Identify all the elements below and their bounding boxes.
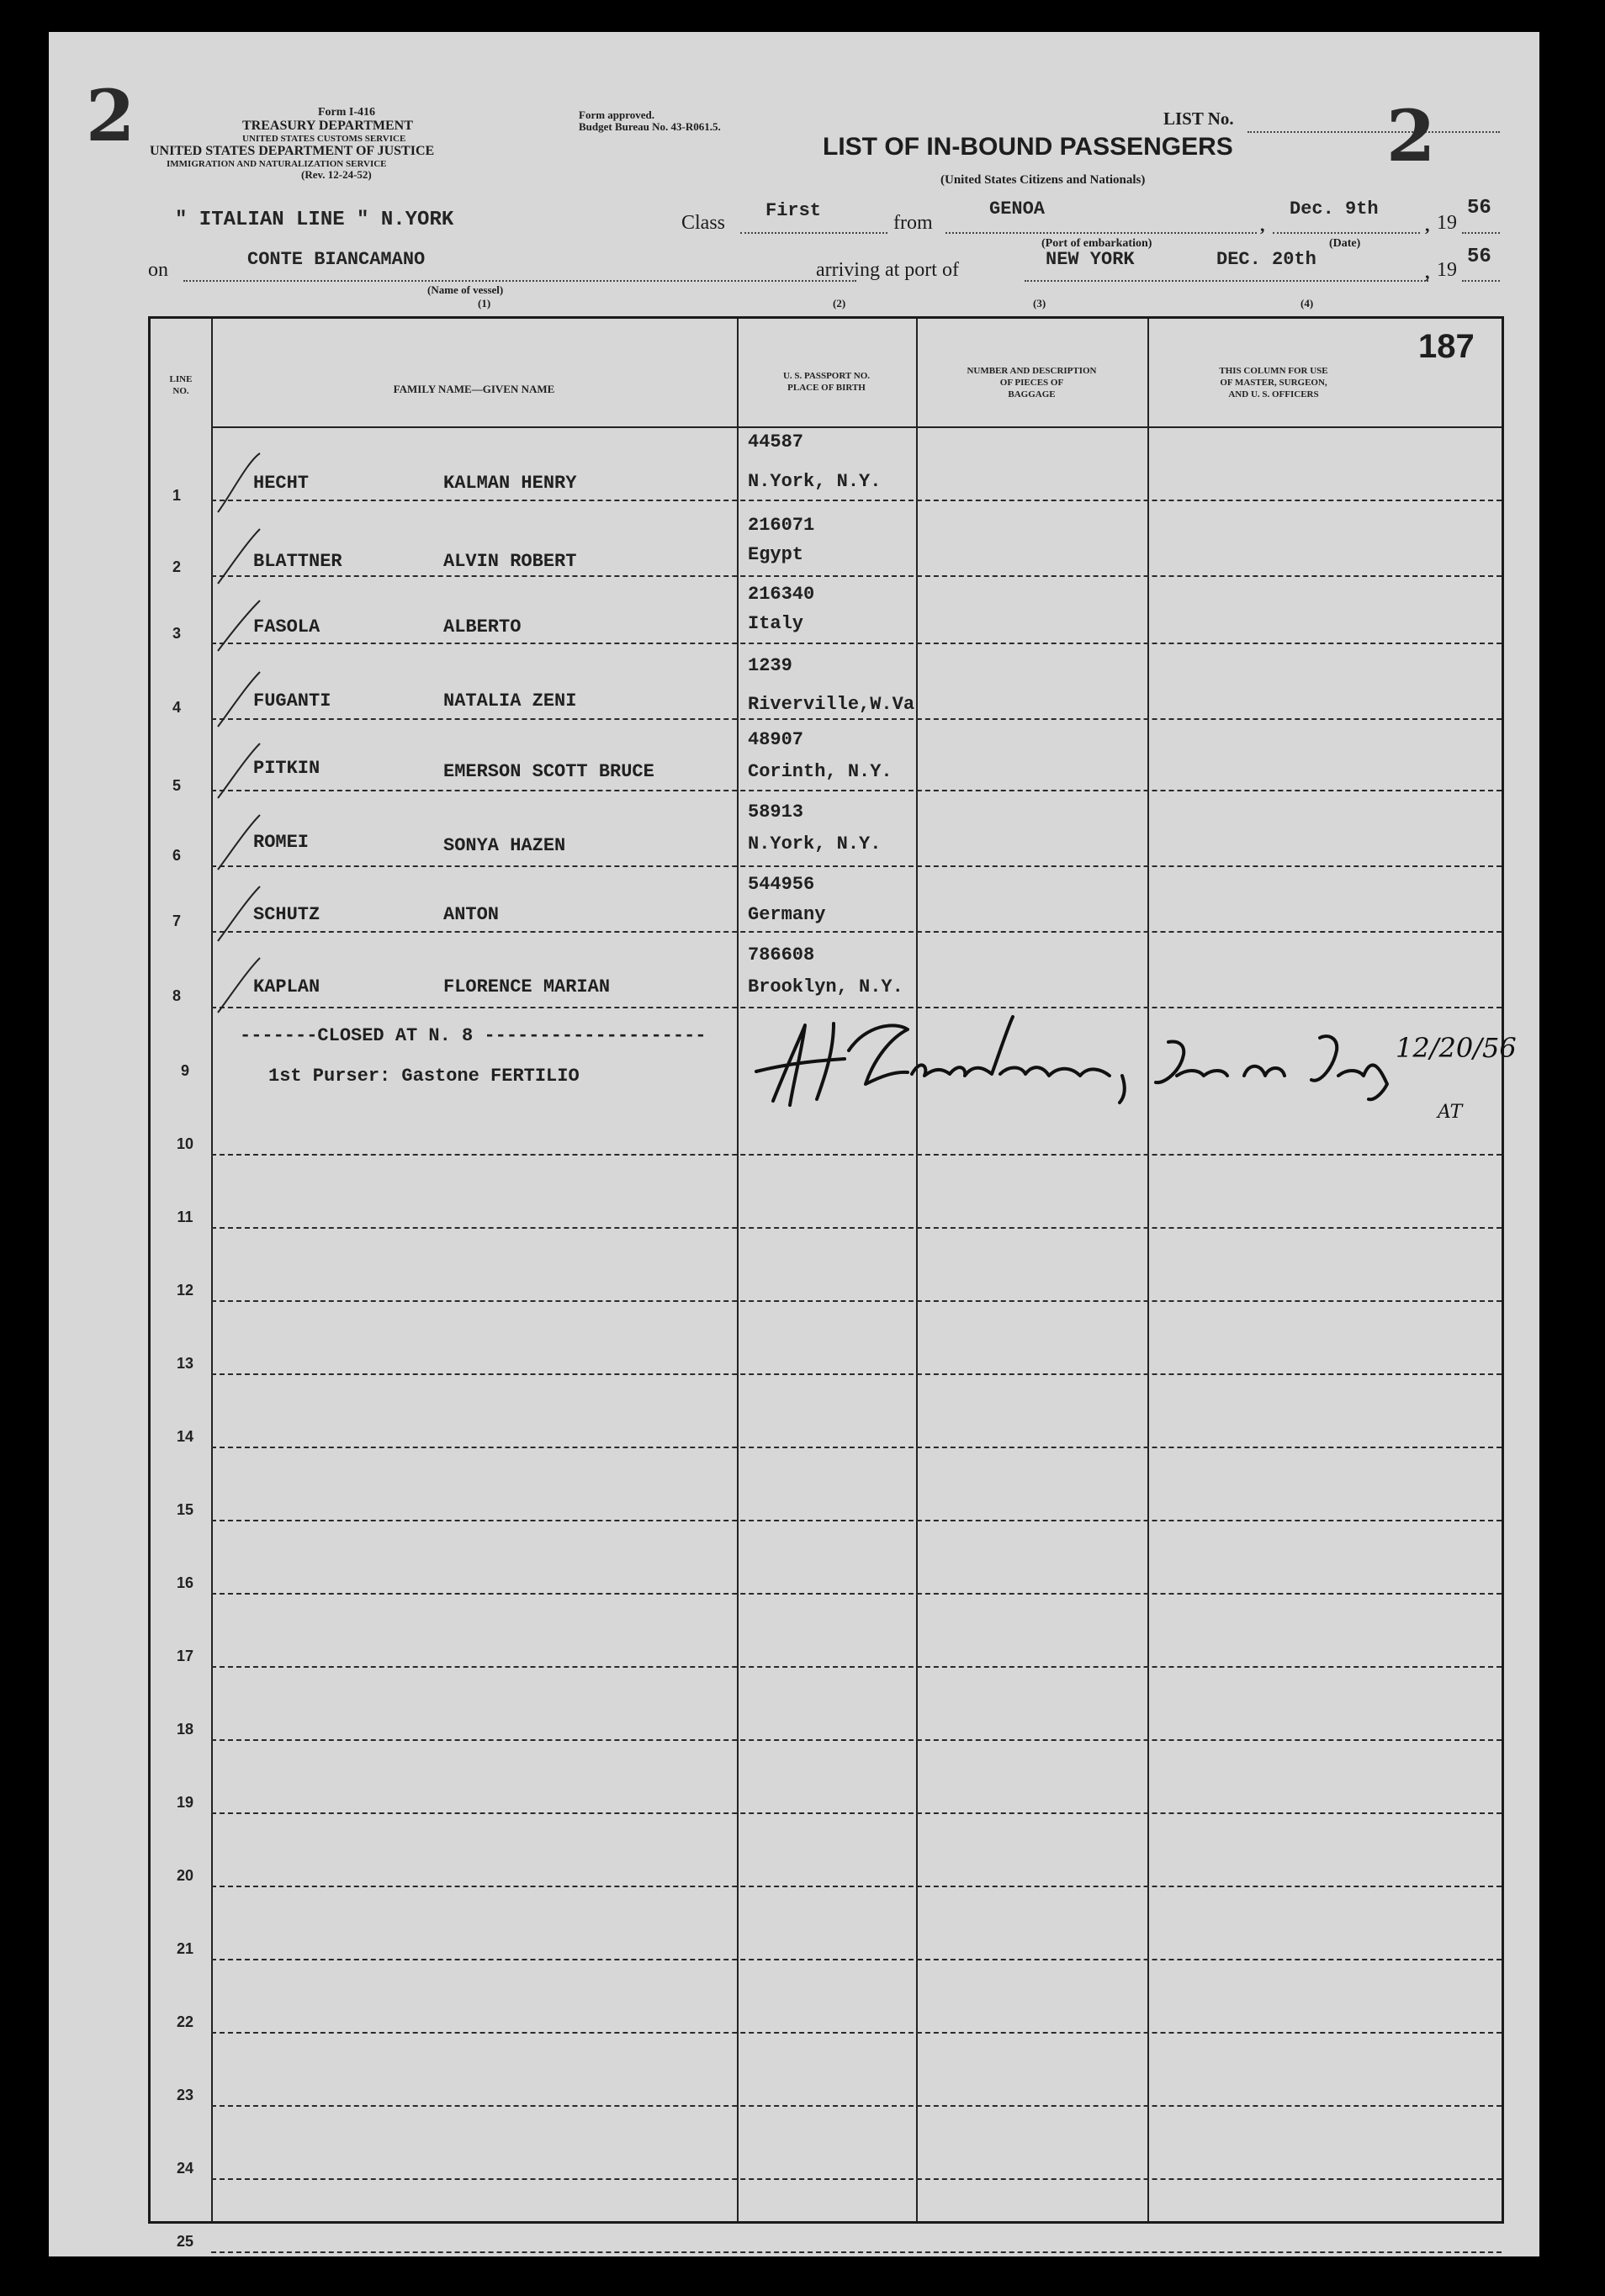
page-title: LIST OF IN-BOUND PASSENGERS <box>823 133 1233 161</box>
arrival-underline <box>1025 280 1428 282</box>
row-line-number: 1 <box>172 487 181 504</box>
col-header-officers-1: THIS COLUMN FOR USE <box>1219 366 1328 376</box>
empty-line-number: 20 <box>176 1867 194 1884</box>
year-underline <box>1462 232 1500 234</box>
family-name: SCHUTZ <box>253 904 320 925</box>
col-header-passport-1: U. S. PASSPORT NO. <box>782 371 871 381</box>
class-label: Class <box>681 212 726 234</box>
comma-2: , <box>1425 214 1430 235</box>
col-header-baggage-2: OF PIECES OF <box>999 377 1064 388</box>
form-approved: Form approved. <box>579 108 655 121</box>
list-no-label: LIST No. <box>1163 108 1234 129</box>
empty-line-number: 25 <box>176 2233 194 2250</box>
col-header-line-no-1: LINE <box>169 374 193 384</box>
agency-block <box>150 106 537 181</box>
from-value: GENOA <box>989 198 1046 220</box>
page-number: 187 <box>1418 328 1475 365</box>
row-line-number: 6 <box>172 847 181 864</box>
col-header-line-no-2: NO. <box>172 385 189 396</box>
family-name: BLATTNER <box>253 551 342 572</box>
passport-number: 216340 <box>748 584 815 605</box>
arrival-year-prefix: 19 <box>1437 259 1457 281</box>
empty-line-number: 11 <box>177 1209 193 1225</box>
given-name: ANTON <box>443 904 500 925</box>
row-line-number: 5 <box>172 777 181 794</box>
empty-line-number: 12 <box>176 1282 194 1299</box>
place-of-birth: Riverville,W.Va <box>748 694 915 715</box>
annotation-initials: AT <box>1438 1102 1463 1123</box>
passport-number: 544956 <box>748 874 815 895</box>
caption-2: (2) <box>833 297 846 309</box>
given-name: FLORENCE MARIAN <box>443 976 611 997</box>
departure-date: Dec. 9th <box>1290 198 1379 220</box>
form-approved-block <box>579 109 721 134</box>
arrival-year-underline <box>1462 280 1500 282</box>
given-name: ALVIN ROBERT <box>443 551 577 572</box>
place-of-birth: Germany <box>748 904 826 925</box>
vessel-underline <box>183 280 856 282</box>
empty-line-number: 18 <box>176 1721 194 1738</box>
date-underline <box>1273 232 1420 234</box>
empty-line-number: 13 <box>176 1355 194 1372</box>
family-name: KAPLAN <box>253 976 320 997</box>
empty-line-number: 16 <box>176 1574 194 1591</box>
vessel-caption: (Name of vessel) <box>427 283 504 296</box>
empty-line-number: 10 <box>176 1135 194 1152</box>
arrival-year-value: 56 <box>1467 246 1491 268</box>
col-header-officers-3: AND U. S. OFFICERS <box>1228 389 1319 399</box>
place-of-birth: Brooklyn, N.Y. <box>748 976 903 997</box>
sheet-number-left: 2 <box>86 74 135 157</box>
place-of-birth: N.York, N.Y. <box>748 833 882 854</box>
comma-3: , <box>1425 262 1430 283</box>
list-no-value: 2 <box>1386 94 1436 177</box>
empty-line-number: 17 <box>176 1648 194 1664</box>
comma-1: , <box>1260 214 1265 235</box>
place-of-birth: N.York, N.Y. <box>748 471 882 492</box>
department-of-justice: UNITED STATES DEPARTMENT OF JUSTICE <box>150 144 435 159</box>
place-of-birth: Egypt <box>748 544 804 565</box>
empty-line-number: 21 <box>176 1940 194 1957</box>
customs-service: UNITED STATES CUSTOMS SERVICE <box>242 133 406 144</box>
family-name: FASOLA <box>253 616 320 637</box>
col-header-baggage-3: BAGGAGE <box>1008 389 1056 399</box>
col-header-officers-2: OF MASTER, SURGEON, <box>1220 377 1327 388</box>
row-line-number: 4 <box>172 699 181 716</box>
closed-at-line: -------CLOSED AT N. 8 -------------------- <box>240 1025 707 1046</box>
on-label: on <box>148 259 168 281</box>
passport-number: 1239 <box>748 655 792 676</box>
passport-number: 44587 <box>748 431 804 452</box>
passport-number: 786608 <box>748 944 815 965</box>
empty-line-number: 9 <box>180 1062 189 1079</box>
empty-line-number: 24 <box>176 2160 194 2177</box>
row-separator <box>211 2251 1502 2253</box>
empty-line-number: 23 <box>176 2087 194 2103</box>
given-name: NATALIA ZENI <box>443 690 577 712</box>
passport-number: 58913 <box>748 801 804 823</box>
empty-line-number: 19 <box>176 1794 194 1811</box>
manifest-sheet <box>49 32 1539 2256</box>
passport-number: 48907 <box>748 729 804 750</box>
family-name: FUGANTI <box>253 690 331 712</box>
row-line-number: 2 <box>172 558 181 575</box>
passport-number: 216071 <box>748 515 815 536</box>
from-label: from <box>893 212 933 234</box>
arriving-label: arriving at port of <box>816 259 959 281</box>
family-name: ROMEI <box>253 832 310 853</box>
given-name: EMERSON SCOTT BRUCE <box>443 761 654 782</box>
year-value: 56 <box>1467 197 1491 220</box>
arrival-port: NEW YORK <box>1046 249 1135 270</box>
family-name: HECHT <box>253 473 310 494</box>
annotation-date: 12/20/56 <box>1396 1032 1517 1064</box>
from-underline <box>946 232 1257 234</box>
passenger-entries <box>151 319 1502 2221</box>
treasury-department: TREASURY DEPARTMENT <box>242 119 413 134</box>
place-of-birth: Corinth, N.Y. <box>748 761 893 782</box>
col-header-name: FAMILY NAME—GIVEN NAME <box>393 383 555 395</box>
ins: IMMIGRATION AND NATURALIZATION SERVICE <box>167 158 387 169</box>
shipping-line: " ITALIAN LINE " N.YORK <box>175 209 454 231</box>
page-subtitle: (United States Citizens and Nationals) <box>940 173 1146 187</box>
empty-line-number: 22 <box>176 2013 194 2030</box>
date-caption: (Date) <box>1329 237 1361 250</box>
inspector-signature <box>739 992 1517 1135</box>
arrival-date: DEC. 20th <box>1216 249 1316 270</box>
given-name: SONYA HAZEN <box>443 835 566 856</box>
purser-line: 1st Purser: Gastone FERTILIO <box>268 1066 580 1087</box>
family-name: PITKIN <box>253 758 320 779</box>
caption-3: (3) <box>1033 297 1046 309</box>
row-line-number: 7 <box>172 913 181 929</box>
vessel-value: CONTE BIANCAMANO <box>247 249 426 270</box>
budget-bureau: Budget Bureau No. 43-R061.5. <box>579 120 721 134</box>
col-header-passport-2: PLACE OF BIRTH <box>787 382 866 393</box>
year-prefix: 19 <box>1437 212 1457 234</box>
class-value: First <box>765 200 822 221</box>
revision: (Rev. 12-24-52) <box>301 167 372 181</box>
place-of-birth: Italy <box>748 613 804 634</box>
empty-line-number: 14 <box>176 1428 194 1445</box>
empty-line-number: 15 <box>176 1501 194 1518</box>
caption-1: (1) <box>478 297 491 309</box>
port-embarkation-caption: (Port of embarkation) <box>1041 237 1152 250</box>
row-line-number: 3 <box>172 625 181 642</box>
col-header-baggage-1: NUMBER AND DESCRIPTION <box>967 366 1097 376</box>
check-marks <box>201 403 285 1092</box>
given-name: KALMAN HENRY <box>443 473 577 494</box>
caption-4: (4) <box>1300 297 1314 309</box>
class-underline <box>740 232 887 234</box>
passenger-table <box>148 316 1517 2250</box>
given-name: ALBERTO <box>443 616 522 637</box>
form-number: Form I-416 <box>318 106 376 119</box>
row-line-number: 8 <box>172 987 181 1004</box>
